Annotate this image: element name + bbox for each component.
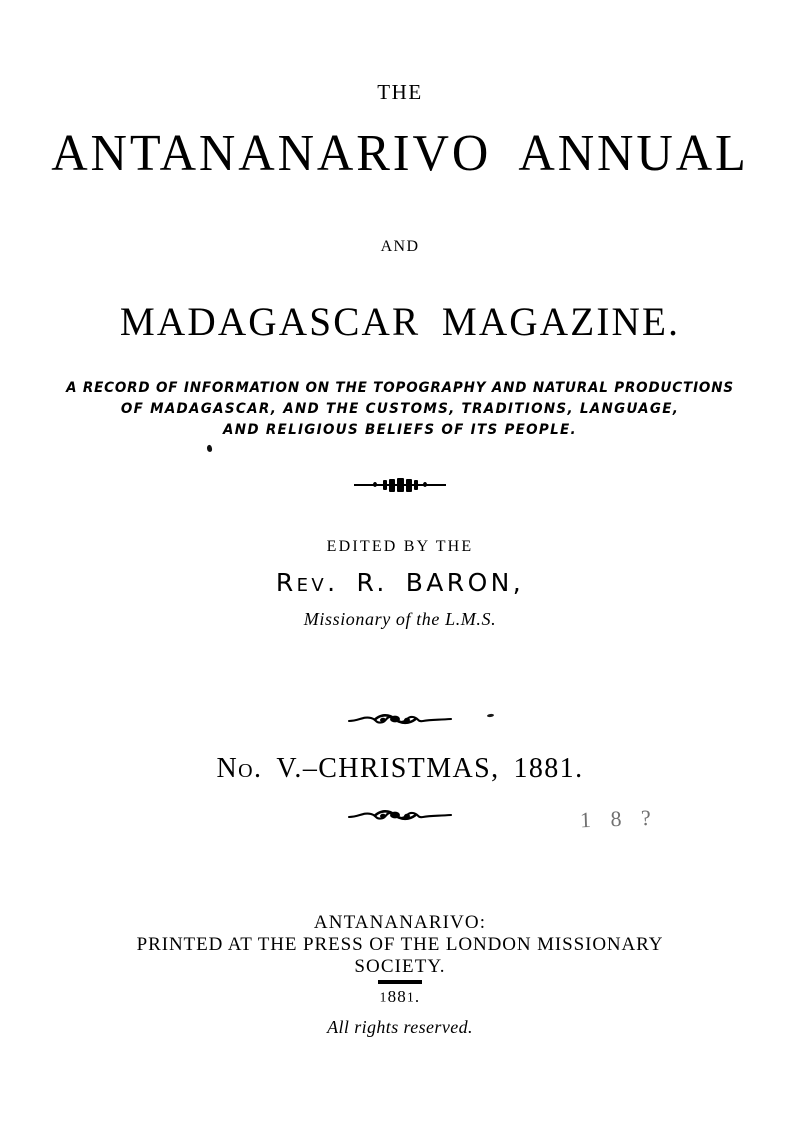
year-digits-middle: 88 <box>387 987 407 1006</box>
year-period: . <box>414 987 421 1006</box>
description-line-3: AND RELIGIOUS BELIEFS OF ITS PEOPLE. <box>223 422 577 438</box>
short-rule-ornament <box>378 980 422 984</box>
year-digit-first: 1 <box>379 989 388 1005</box>
title-word-annual: ANNUAL <box>518 125 749 182</box>
ornament-dot-right <box>423 482 427 487</box>
subtitle-word-gap <box>420 299 442 344</box>
subtitle-word-madagascar: MADAGASCAR <box>119 299 421 344</box>
issue-number-cap: N <box>216 753 239 784</box>
ornament-bar-3 <box>397 478 404 492</box>
publication-subtitle <box>8 299 792 344</box>
issue-gap-2 <box>499 753 513 784</box>
ornament-bar-2 <box>389 479 395 492</box>
ornament-bar-1 <box>383 480 387 490</box>
editor-title-cap: R <box>275 568 297 597</box>
edited-by-label: EDITED BY THE <box>326 538 474 555</box>
editor-affiliation: Missionary of the L.M.S. <box>303 609 497 629</box>
masthead-the: THE <box>377 80 423 104</box>
ink-blot-artifact <box>206 444 213 452</box>
ornament-bar-4 <box>406 479 412 492</box>
editor-gap-1 <box>339 568 357 597</box>
issue-number-period: . <box>253 753 263 784</box>
imprint-press: PRINTED AT THE PRESS OF THE LONDON MISSIONARY <box>136 934 664 955</box>
issue-dash: – <box>302 753 319 784</box>
imprint-year <box>0 988 800 1005</box>
rights-statement: All rights reserved. <box>327 1017 473 1037</box>
description-line-1: A RECORD OF INFORMATION ON THE TOPOGRAPHY AND NATURAL PRODUCTIONS <box>66 380 734 396</box>
issue-number-smallcaps: O <box>238 760 254 782</box>
subtitle-word-magazine: MAGAZINE. <box>441 299 681 344</box>
issue-season: CHRISTMAS, <box>318 753 500 784</box>
description-line-2: OF MADAGASCAR, AND THE CUSTOMS, TRADITIONS, LANGUAGE, <box>120 401 680 417</box>
handwritten-annotation: 1 8 ? <box>579 804 659 833</box>
editor-title-smallcaps: EV <box>296 575 328 596</box>
publication-title <box>12 125 788 182</box>
editor-title-period: . <box>327 568 339 597</box>
editor-name <box>0 570 800 595</box>
title-word-gap <box>491 125 518 182</box>
issue-year: 1881. <box>513 753 584 784</box>
flourish-ornament-lower <box>0 806 800 824</box>
editor-surname: BARON, <box>405 568 525 597</box>
editor-initial: R. <box>356 568 388 597</box>
imprint-city: ANTANANARIVO: <box>313 912 487 933</box>
year-digit-last: 1 <box>406 989 415 1005</box>
editor-gap-2 <box>388 568 406 597</box>
title-word-antananarivo: ANTANANARIVO <box>51 125 492 182</box>
imprint-society: SOCIETY. <box>354 956 446 977</box>
issue-volume: V. <box>276 753 303 784</box>
masthead-and: AND <box>380 238 420 255</box>
bead-rule-ornament <box>0 477 800 493</box>
ornament-dot-left <box>373 482 377 487</box>
flourish-ornament-upper <box>0 710 800 728</box>
issue-line <box>0 755 800 783</box>
ornament-bar-5 <box>414 480 418 490</box>
issue-gap <box>262 753 276 784</box>
description-block <box>28 378 772 441</box>
